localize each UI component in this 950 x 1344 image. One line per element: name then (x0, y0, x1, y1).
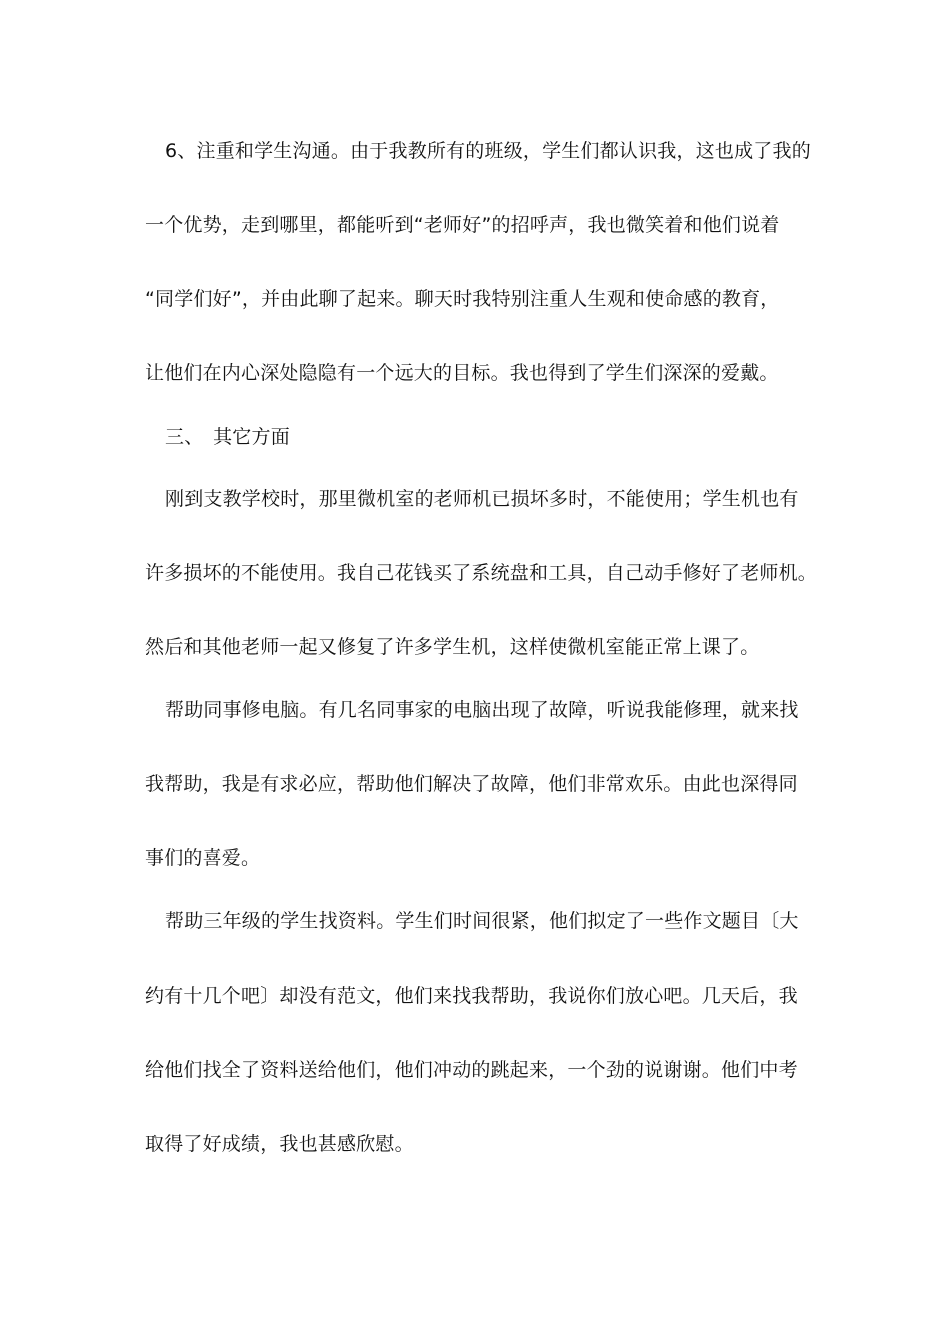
paragraph-student-materials-line-1: 帮助三年级的学生找资料。学生们时间很紧，他们拟定了一些作文题目〔大 (165, 910, 799, 932)
paragraph-communication-line-4: 让他们在内心深处隐隐有一个远大的目标。我也得到了学生们深深的爱戴。 (145, 362, 779, 384)
paragraph-computer-room-line-2: 许多损坏的不能使用。我自己花钱买了系统盘和工具，自己动手修好了老师机。 (145, 562, 818, 584)
paragraph-colleague-pc-line-3: 事们的喜爱。 (145, 847, 261, 869)
paragraph-communication-line-3: “同学们好”，并由此聊了起来。聊天时我特别注重人生观和使命感的教育， (145, 288, 780, 310)
section-heading-other-aspects: 三、 其它方面 (165, 426, 290, 448)
paragraph-colleague-pc-line-2: 我帮助，我是有求必应，帮助他们解决了故障，他们非常欢乐。由此也深得同 (145, 773, 798, 795)
paragraph-computer-room-line-1: 刚到支教学校时，那里微机室的老师机已损坏多时，不能使用；学生机也有 (165, 488, 799, 510)
paragraph-student-materials-line-2: 约有十几个吧〕却没有范文，他们来找我帮助，我说你们放心吧。几天后，我 (145, 985, 798, 1007)
paragraph-student-materials-line-4: 取得了好成绩，我也甚感欣慰。 (145, 1133, 414, 1155)
paragraph-colleague-pc-line-1: 帮助同事修电脑。有几名同事家的电脑出现了故障，听说我能修理，就来找 (165, 699, 799, 721)
paragraph-computer-room-line-3: 然后和其他老师一起又修复了许多学生机，这样使微机室能正常上课了。 (145, 636, 760, 658)
paragraph-student-materials-line-3: 给他们找全了资料送给他们，他们冲动的跳起来，一个劲的说谢谢。他们中考 (145, 1059, 798, 1081)
paragraph-communication-line-2: 一个优势，走到哪里，都能听到“老师好”的招呼声，我也微笑着和他们说着 (145, 214, 780, 236)
paragraph-communication-line-1: 6、注重和学生沟通。由于我教所有的班级，学生们都认识我，这也成了我的 (165, 140, 811, 162)
